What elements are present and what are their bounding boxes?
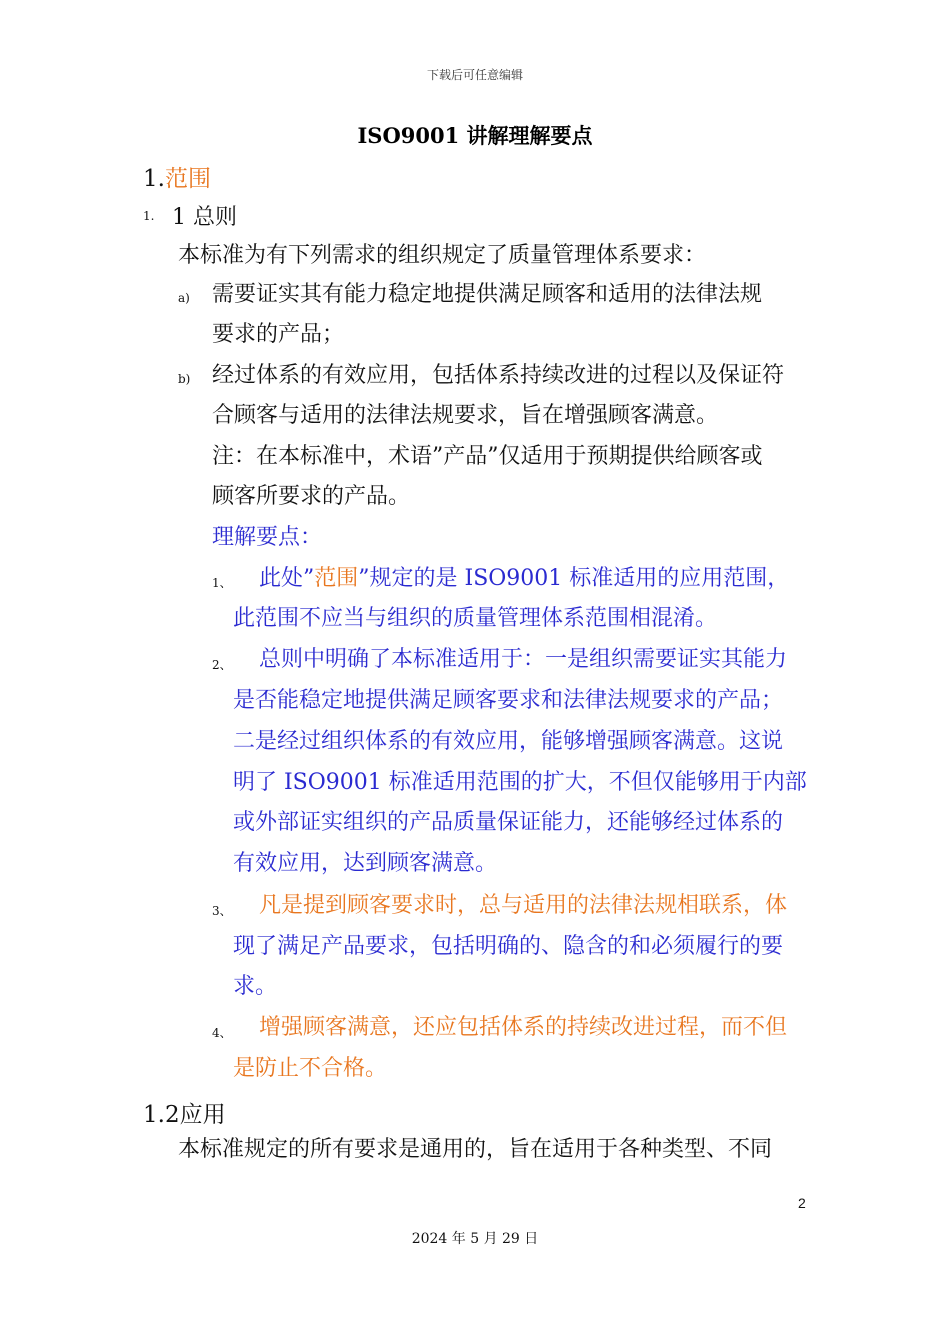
note-line-2: 顾客所要求的产品。 — [212, 484, 411, 509]
intro-paragraph: 本标准为有下列需求的组织规定了质量管理体系要求： — [178, 243, 707, 268]
document-title: ISO9001 讲解理解要点 — [357, 123, 593, 148]
point-2-line-6: 有效应用，达到顾客满意。 — [233, 851, 498, 876]
section-1-2-number: 1.2 — [143, 1102, 180, 1128]
point-2-marker: 2、 — [212, 658, 232, 672]
point-1-line-1 — [259, 559, 789, 600]
point-2-line-4: 明了 ISO9001 标准适用范围的扩大，不但仅能够用于内部 — [233, 770, 807, 795]
section-1-number: 1. — [143, 166, 165, 192]
section-1-2-title: 应用 — [179, 1102, 226, 1128]
item-b-marker: b) — [178, 372, 191, 386]
footer-date: 2024 年 5 月 29 日 — [411, 1231, 539, 1247]
item-b-line-1: 经过体系的有效应用，包括体系持续改进的过程以及保证符 — [212, 363, 785, 388]
point-2-line-1: 总则中明确了本标准适用于：一是组织需要证实其能力 — [259, 647, 788, 672]
section-1-2-paragraph: 本标准规定的所有要求是通用的，旨在适用于各种类型、不同 — [178, 1137, 773, 1162]
section-1-title: 范围 — [164, 166, 211, 192]
item-a-line-2: 要求的产品； — [212, 322, 345, 347]
section-1-1-marker: 1. — [143, 209, 155, 223]
point-1-scope-word: 范围 — [314, 566, 359, 591]
point-4-line-1: 增强顾客满意，还应包括体系的持续改进过程，而不但 — [259, 1015, 788, 1040]
point-2-line-5: 或外部证实组织的产品质量保证能力，还能够经过体系的 — [233, 810, 784, 835]
point-1-line-2: 此范围不应当与组织的质量管理体系范围相混淆。 — [233, 606, 718, 631]
point-2-line-2: 是否能稳定地提供满足顾客要求和法律法规要求的产品； — [233, 688, 784, 713]
note-line-1: 注：在本标准中，术语”产品”仅适用于预期提供给顾客或 — [212, 444, 763, 469]
point-4-line-2: 是防止不合格。 — [233, 1056, 388, 1081]
section-1-2-heading — [143, 1096, 226, 1129]
page-number: 2 — [798, 1195, 806, 1211]
section-1-heading — [143, 160, 211, 193]
point-1-marker: 1、 — [212, 576, 232, 590]
header-note: 下载后可任意编辑 — [426, 68, 523, 82]
point-2-line-3: 二是经过组织体系的有效应用，能够增强顾客满意。这说 — [233, 729, 784, 754]
item-b-line-2: 合顾客与适用的法律法规要求，旨在增强顾客满意。 — [212, 403, 719, 428]
understanding-heading: 理解要点： — [212, 525, 323, 550]
item-a-marker: a) — [178, 291, 190, 305]
point-3-line-3: 求。 — [233, 974, 278, 999]
point-1-text-c: ”规定的是 ISO9001 标准适用的应用范围， — [358, 566, 790, 591]
point-4-marker: 4、 — [212, 1026, 232, 1040]
point-3-marker: 3、 — [212, 904, 232, 918]
point-3-line-2: 现了满足产品要求，包括明确的、隐含的和必须履行的要 — [233, 934, 784, 959]
item-a-line-1: 需要证实其有能力稳定地提供满足顾客和适用的法律法规 — [212, 282, 763, 307]
point-3-line-1: 凡是提到顾客要求时，总与适用的法律法规相联系，体 — [259, 893, 788, 918]
point-1-text-a: 此处” — [259, 566, 315, 591]
section-1-1-heading: 1 总则 — [172, 205, 237, 230]
